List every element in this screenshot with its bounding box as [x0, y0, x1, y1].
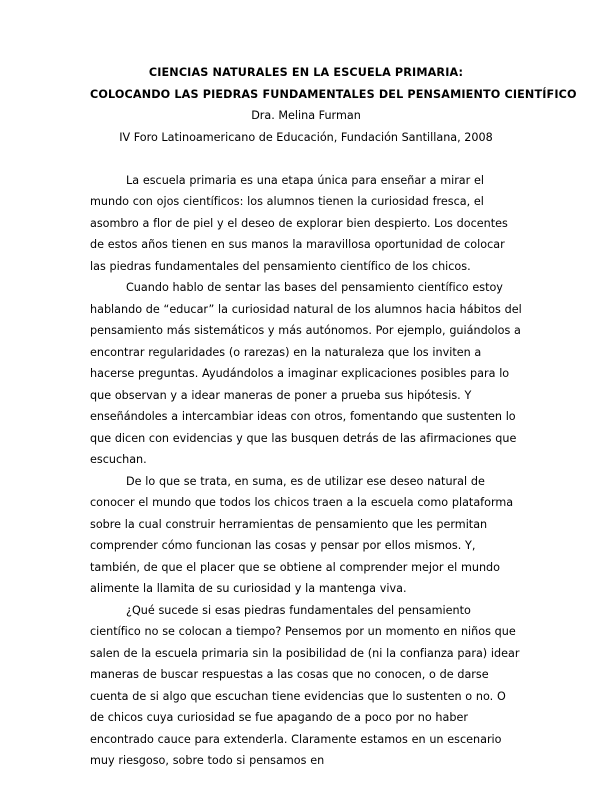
- page-title-line-2: COLOCANDO LAS PIEDRAS FUNDAMENTALES DEL PENSAMIENTO CIENTÍFICO: [90, 87, 577, 101]
- document-content: [90, 62, 577, 772]
- title-block: [90, 62, 577, 148]
- body-paragraph: La escuela primaria es una etapa única para enseñar a mirar el mundo con ojos científicos: los alumnos tienen la curiosidad fresca, el asombro a flor de piel y el deseo de explorar bien despierto. Los docentes de estos años tienen en sus manos la maravillosa oportunidad de colocar las piedras fundamentales del pensamiento científico de los chicos.: [90, 173, 508, 273]
- page-title-line-1: CIENCIAS NATURALES EN LA ESCUELA PRIMARIA:: [148, 66, 464, 79]
- author-name: Dra. Melina Furman: [251, 109, 361, 122]
- body-paragraph: De lo que se trata, en suma, es de utilizar ese deseo natural de conocer el mundo que todos los chicos traen a la escuela como plataforma sobre la cual construir herramientas de pensamiento que les permitan comprender cómo funcionan las cosas y pensar por ellos mismos. Y, también, de que el placer que se obtiene al comprender mejor el mundo alimente la llamita de su curiosidad y la mantenga viva.: [90, 474, 514, 595]
- venue-line: IV Foro Latinoamericano de Educación, Fundación Santillana, 2008: [119, 130, 493, 144]
- body-paragraph: ¿Qué sucede si esas piedras fundamentales del pensamiento científico no se colocan a tiempo? Pensemos por un momento en niños que salen de la escuela primaria sin la posibilidad de (ni la confianza para) idear maneras de buscar respuestas a las cosas que no conocen, o de darse cuenta de si algo que escuchan tiene evidencias que lo sustenten o no. O de chicos cuya curiosidad se fue apagando de a poco por no haber encontrado cauce para extenderla. Claramente estamos en un escenario muy riesgoso, sobre todo si pensamos en: [90, 603, 520, 767]
- body-text: [90, 170, 522, 772]
- title-body-spacer: [90, 148, 522, 170]
- body-paragraph: Cuando hablo de sentar las bases del pensamiento científico estoy hablando de “educar” la curiosidad natural de los alumnos hacia hábitos del pensamiento más sistemáticos y más autónomos. Por ejemplo, guiándolos a encontrar regularidades (o rarezas) en la naturaleza que los inviten a hacerse preguntas. Ayudándolos a imaginar explicaciones posibles para lo que observan y a idear maneras de poner a prueba sus hipótesis. Y enseñándoles a intercambiar ideas con otros, fomentando que sustenten lo que dicen con evidencias y que las busquen detrás de las afirmaciones que escuchan.: [90, 281, 522, 466]
